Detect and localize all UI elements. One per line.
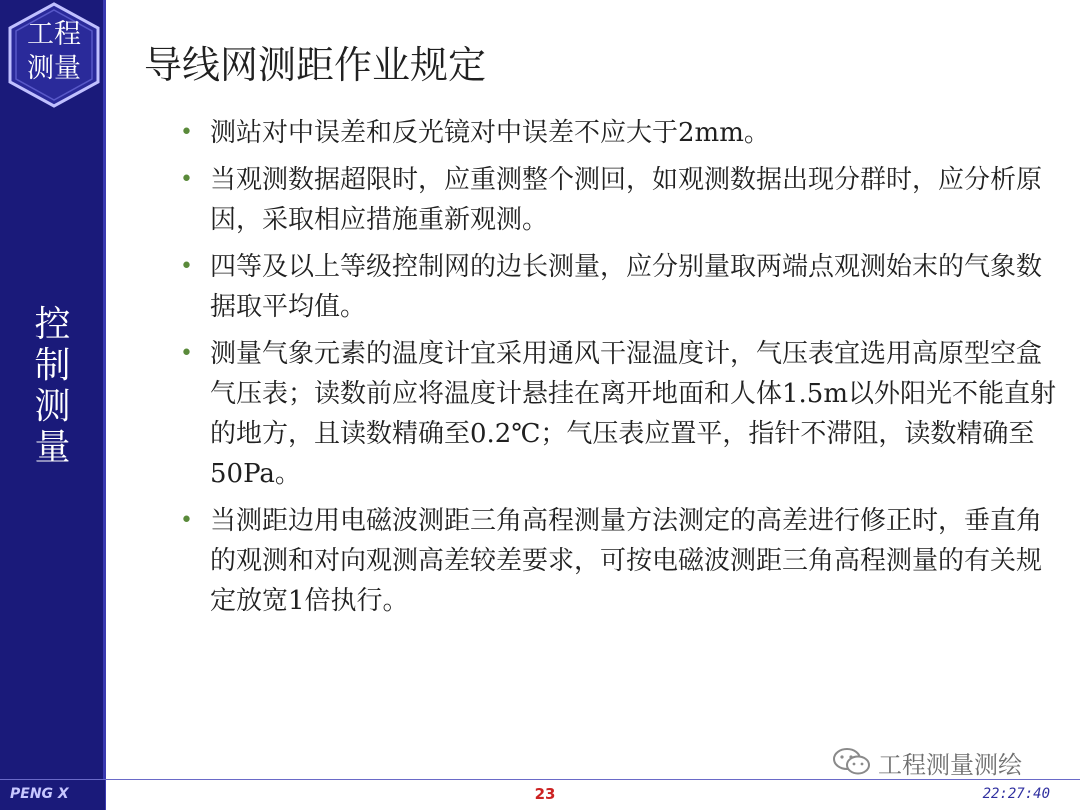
section-title: 控 制 测 量	[34, 304, 71, 468]
watermark	[832, 745, 1047, 779]
bullet-dot-icon: •	[180, 508, 193, 533]
bullet-dot-icon: •	[180, 120, 193, 145]
bullet-text: 当测距边用电磁波测距三角高程测量方法测定的高差进行修正时，垂直角的观测和对向观测高差较差要求，可按电磁波测距三角高程测量的有关规定放宽1倍执行。	[210, 506, 1043, 616]
logo-line2: 测量	[27, 53, 81, 84]
bullet-text: 四等及以上等级控制网的边长测量，应分别量取两端点观测始末的气象数据取平均值。	[210, 252, 1043, 322]
page-number: 23	[534, 785, 556, 803]
wechat-icon	[832, 746, 872, 778]
bullet-dot-icon: •	[180, 254, 193, 279]
bullet-item	[180, 334, 1060, 494]
logo-line1: 工程	[27, 19, 81, 50]
bullet-item	[180, 501, 1060, 621]
slide-title: 导线网测距作业规定	[144, 43, 487, 87]
bullet-text: 测量气象元素的温度计宜采用通风干湿温度计，气压表宜选用高原型空盒气压表；读数前应将温度计悬挂在离开地面和人体1.5m以外阳光不能直射的地方，且读数精确至0.2℃；气压表应置平，指针不滞阻，读数精确至50Pa。	[210, 339, 1057, 489]
bullet-text: 测站对中误差和反光镜对中误差不应大于2mm。	[210, 118, 770, 148]
time-stamp: 22:27:40	[982, 786, 1050, 802]
bullet-item	[180, 113, 1060, 153]
bullet-item	[180, 247, 1060, 327]
author-label: PENG X	[10, 786, 69, 802]
logo-text	[6, 18, 102, 86]
bullet-dot-icon: •	[180, 341, 193, 366]
bullet-list	[180, 113, 1060, 628]
bullet-item	[180, 160, 1060, 240]
watermark-text: 工程测量测绘	[878, 750, 1022, 779]
bullet-dot-icon: •	[180, 167, 193, 192]
footer-divider	[0, 779, 1080, 780]
bullet-text: 当观测数据超限时，应重测整个测回，如观测数据出现分群时，应分析原因，采取相应措施重新观测。	[210, 165, 1043, 235]
